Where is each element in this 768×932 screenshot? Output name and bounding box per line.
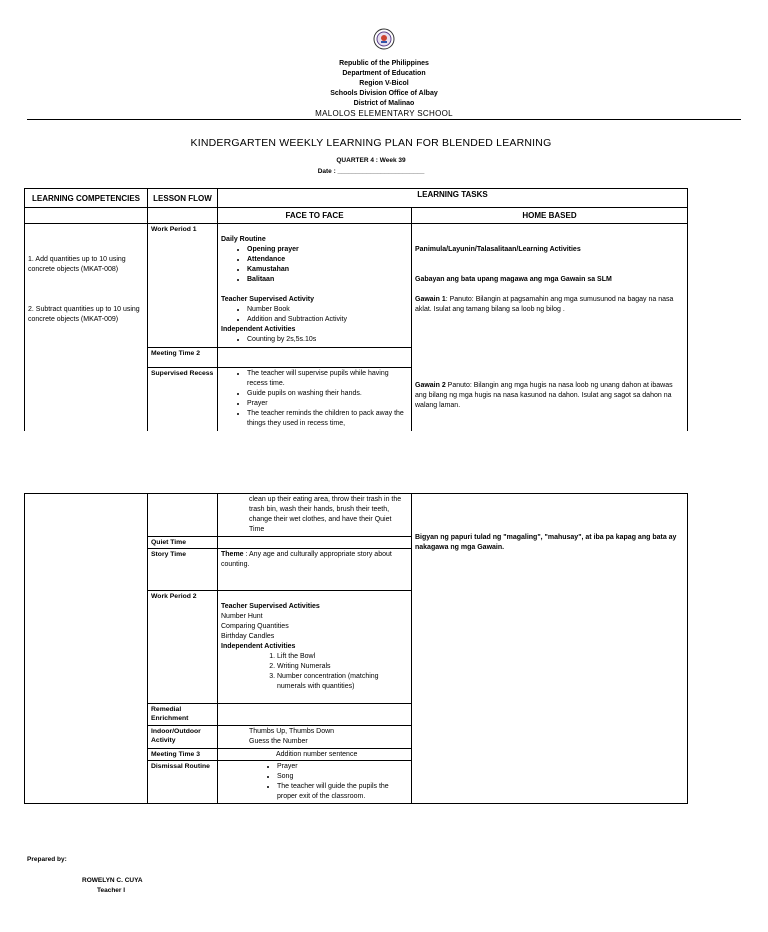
list-item: • Song [277, 772, 408, 782]
theme-label: Theme [221, 551, 244, 558]
list-item: • Addition and Subtraction Activity [247, 315, 408, 325]
tsa2-item: Comparing Quantities [221, 623, 289, 630]
deped-seal-icon [373, 28, 395, 50]
ia2-label: Independent Activities [221, 643, 296, 650]
preparer-name: ROWELYN C. CUYA [82, 877, 143, 884]
list-item: • The teacher reminds the children to pack away the things they used in recess time, [247, 409, 408, 429]
recess-tasks [218, 368, 412, 431]
story-time: Story Time [148, 549, 218, 591]
routine-list [221, 245, 408, 285]
header-competencies: LEARNING COMPETENCIES [25, 189, 148, 208]
tsa-list [221, 305, 408, 325]
remedial-enrichment: Remedial Enrichment [148, 704, 218, 726]
list-item: • Prayer [277, 762, 408, 772]
home-guide: Gabayan ang bata upang magawa ang mga Gawain sa SLM [415, 276, 612, 283]
header-lesson-flow: LESSON FLOW [148, 189, 218, 208]
tsa2-label: Teacher Supervised Activities [221, 603, 320, 610]
tsa2-item: Number Hunt [221, 613, 263, 620]
story-tasks [218, 549, 412, 591]
list-item: • Balitaan [247, 275, 408, 285]
header-face-to-face: FACE TO FACE [218, 208, 412, 224]
meeting-time-2: Meeting Time 2 [148, 348, 218, 368]
ia-list [221, 335, 408, 345]
daily-routine-label: Daily Routine [221, 236, 266, 243]
dismissal-list [221, 762, 408, 802]
header-home-based: HOME BASED [412, 208, 688, 224]
dismissal-tasks [218, 761, 412, 804]
meeting-time-3: Meeting Time 3 [148, 749, 218, 761]
indoor-item: Guess the Number [249, 738, 308, 745]
list-item: • The teacher will supervise pupils while having recess time. [247, 369, 408, 389]
indoor-tasks [218, 726, 412, 749]
list-item: 2. Writing Numerals [277, 662, 408, 672]
home-praise: Bigyan ng papuri tulad ng "magaling", "mahusay", at iba pa kapag ang bata ay nakagawa ng mga Gawain. [415, 534, 677, 551]
indoor-outdoor-activity: Indoor/Outdoor Activity [148, 726, 218, 749]
list-item: 3. Number concentration (matching numerals with quantities) [277, 672, 408, 692]
tsa-label: Teacher Supervised Activity [221, 296, 314, 303]
theme-text: : Any age and culturally appropriate story about counting. [221, 551, 392, 568]
gawain-2-label: Gawain 2 [415, 382, 446, 389]
supervised-recess: Supervised Recess [148, 368, 218, 431]
home-based-cell-2 [412, 494, 688, 804]
gawain-1-label: Gawain 1 [415, 296, 446, 303]
header-line-3: Region V-Bicol [359, 80, 409, 87]
header-rule [27, 119, 741, 120]
recess-continued: clean up their eating area, throw their trash in the trash bin, wash their hands, brush their teeth, change their wet clothes, and have their Quiet Time [218, 494, 412, 537]
list-item: • Prayer [247, 399, 408, 409]
page-title: KINDERGARTEN WEEKLY LEARNING PLAN FOR BLENDED LEARNING [190, 137, 552, 149]
competencies-cell [25, 224, 148, 431]
list-item: • Counting by 2s,5s.10s [247, 335, 408, 345]
home-based-cell-1 [412, 224, 688, 431]
gawain-1 [415, 295, 684, 315]
ia2-list [221, 652, 408, 692]
gawain-2 [415, 381, 684, 411]
preparer-position: Teacher I [97, 887, 126, 894]
recess-list [221, 369, 408, 429]
learning-plan-table-1 [24, 188, 688, 431]
home-intro: Panimula/Layunin/Talasalitaan/Learning Activities [415, 246, 581, 253]
work-period-2: Work Period 2 [148, 591, 218, 704]
list-item: • Guide pupils on washing their hands. [247, 389, 408, 399]
list-item: • Opening prayer [247, 245, 408, 255]
work-period-1-tasks [218, 224, 412, 348]
header-line-5: District of Malinao [353, 100, 415, 107]
gawain-1-text: : Panuto: Bilangin at pagsamahin ang mga sumusunod na bagay na nasa aklat. Isulat ang tamang bilang sa loob ng bilog . [415, 296, 674, 313]
tsa2-item: Birthday Candles [221, 633, 275, 640]
competency-2: 2. Subtract quantities up to 10 using concrete objects (MKAT-009) [28, 306, 140, 323]
quiet-time: Quiet Time [148, 537, 218, 549]
header-line-2: Department of Education [342, 70, 426, 77]
dismissal-routine: Dismissal Routine [148, 761, 218, 804]
quarter-label: QUARTER 4 : Week 39 [336, 157, 406, 164]
header-learning-tasks: LEARNING TASKS [218, 189, 688, 208]
competencies-cell-cont [25, 494, 148, 804]
competency-1: 1. Add quantities up to 10 using concrete objects (MKAT-008) [28, 256, 126, 273]
list-item: • Attendance [247, 255, 408, 265]
meeting-3-tasks: Addition number sentence [218, 749, 412, 761]
list-item: • Kamustahan [247, 265, 408, 275]
list-item: 1. Lift the Bowl [277, 652, 408, 662]
indoor-item: Thumbs Up, Thumbs Down [249, 728, 335, 735]
list-item: • Number Book [247, 305, 408, 315]
school-name: MALOLOS ELEMENTARY SCHOOL [315, 109, 453, 118]
work-period-2-tasks [218, 591, 412, 704]
work-period-1: Work Period 1 [148, 224, 218, 348]
gawain-2-text: Panuto: Bilangin ang mga hugis na nasa loob ng unang dahon at ibawas ang bilang ng mga hugis na nasa kasunod na dahon. Isulat ang sagot sa dahon na walang laman. [415, 382, 673, 409]
date-line: Date : ________________________ [317, 168, 425, 175]
prepared-by-label: Prepared by: [27, 856, 67, 863]
learning-plan-table-2 [24, 493, 688, 804]
header-line-1: Republic of the Philippines [339, 60, 429, 67]
header-line-4: Schools Division Office of Albay [330, 90, 438, 97]
list-item: • The teacher will guide the pupils the proper exit of the classroom. [277, 782, 408, 802]
ia-label: Independent Activities [221, 326, 296, 333]
